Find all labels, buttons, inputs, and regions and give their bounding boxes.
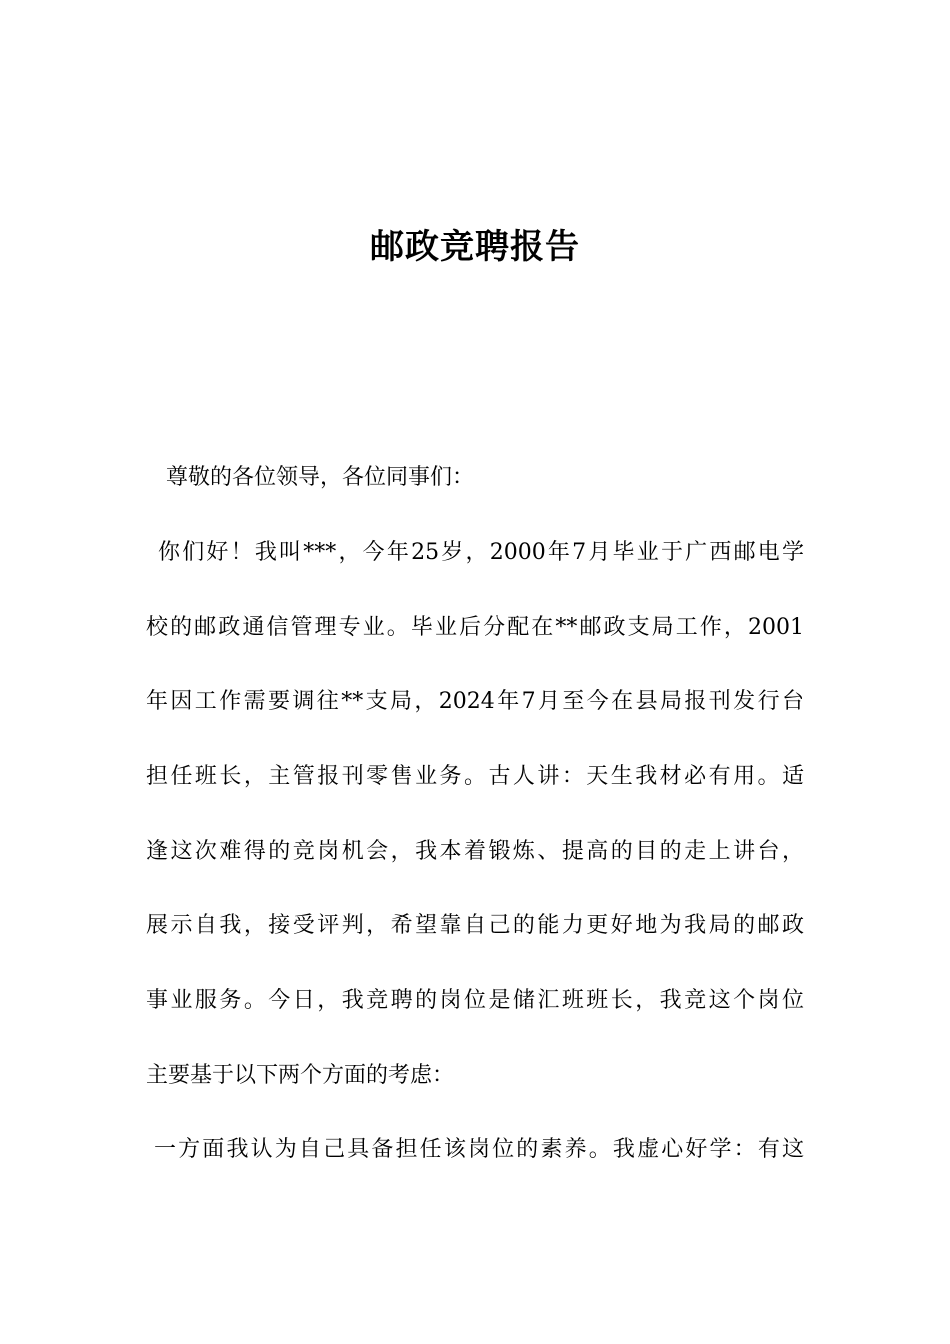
body-line: 事业服务。今日，我竞聘的岗位是储汇班班长，我竞这个岗位	[146, 988, 804, 1013]
salutation-line: 尊敬的各位领导，各位同事们：	[166, 465, 475, 490]
body-line: 一方面我认为自己具备担任该岗位的素养。我虚心好学：有这	[154, 1137, 804, 1162]
body-line: 年因工作需要调往**支局，2024年7月至今在县局报刊发行台	[146, 689, 804, 714]
body-line: 逢这次难得的竞岗机会，我本着锻炼、提高的目的走上讲台，	[146, 839, 804, 864]
body-line: 主要基于以下两个方面的考虑：	[146, 1063, 455, 1088]
body-line: 你们好！我叫***，今年25岁，2000年7月毕业于广西邮电学	[158, 540, 804, 565]
body-line: 担任班长，主管报刊零售业务。古人讲：天生我材必有用。适	[146, 764, 804, 789]
document-title: 邮政竞聘报告	[370, 227, 580, 267]
body-line: 校的邮政通信管理专业。毕业后分配在**邮政支局工作，2001	[146, 615, 804, 640]
body-line: 展示自我，接受评判，希望靠自己的能力更好地为我局的邮政	[146, 913, 804, 938]
